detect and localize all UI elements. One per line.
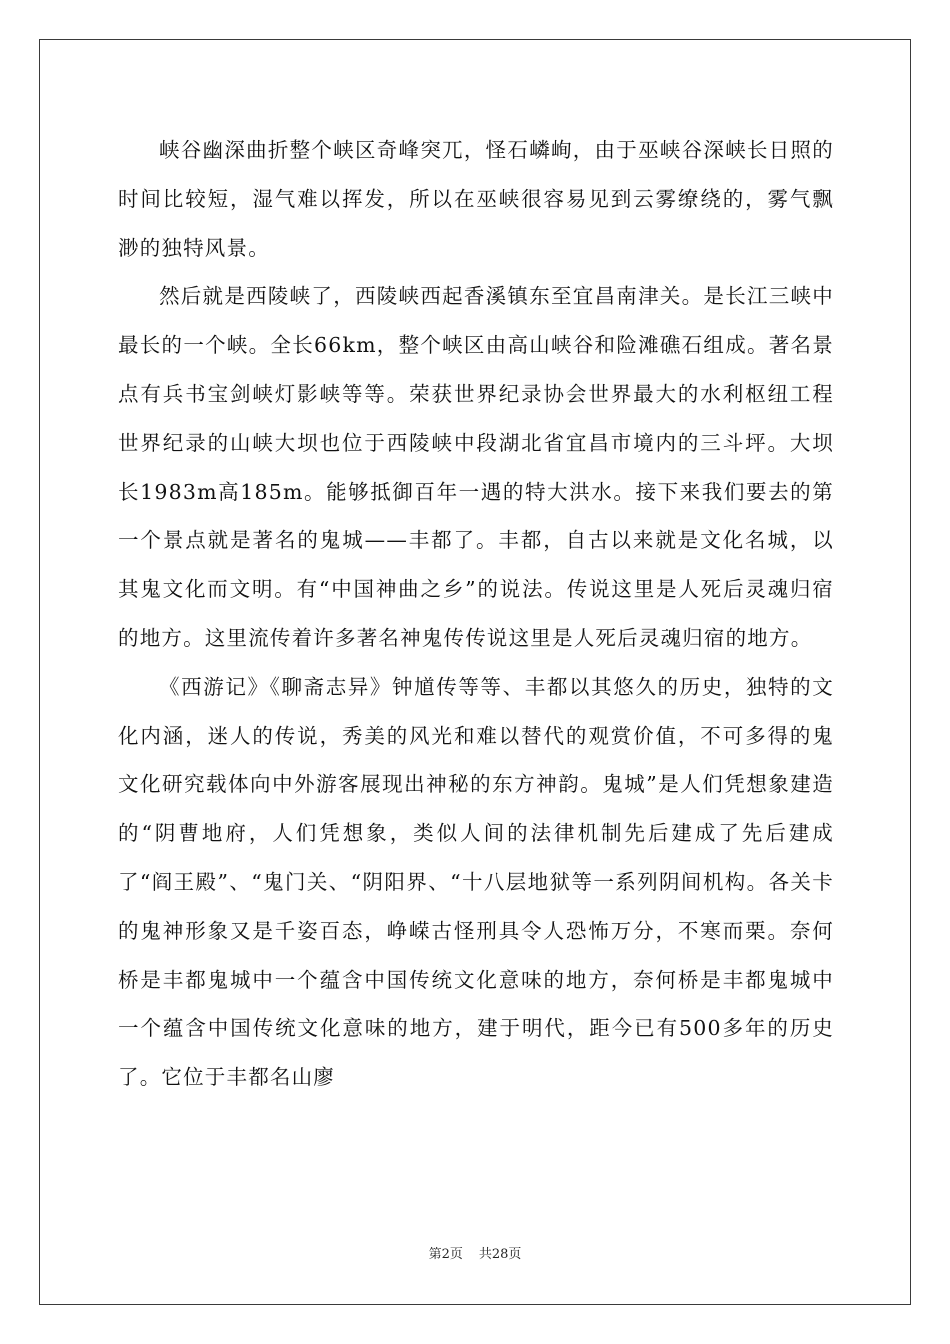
paragraph-1: 峡谷幽深曲折整个峡区奇峰突兀，怪石嶙峋，由于巫峡谷深峡长日照的时间比较短，湿气难以挥发，所以在巫峡很容易见到云雾缭绕的，雾气飘渺的独特风景。 bbox=[118, 138, 834, 260]
page-total: 共28页 bbox=[478, 1247, 522, 1262]
page-footer bbox=[0, 1246, 950, 1264]
document-body bbox=[118, 126, 834, 1102]
paragraph-3: 《西游记》《聊斋志异》钟馗传等等、丰都以其悠久的历史，独特的文化内涵，迷人的传说，秀美的风光和难以替代的观赏价值，不可多得的鬼文化研究载体向中外游客展现出神秘的东方神韵。鬼城”是人们凭想象建造的“阴曹地府，人们凭想象，类似人间的法律机制先后建成了先后建成了“阎王殿”、“鬼门关、“阴阳界、“十八层地狱等一系列阴间机构。各关卡的鬼神形象又是千姿百态，峥嵘古怪刑具令人恐怖万分，不寒而栗。奈何桥是丰都鬼城中一个蕴含中国传统文化意味的地方，奈何桥是丰都鬼城中一个蕴含中国传统文化意味的地方，建于明代，距今已有500多年的历史了。它位于丰都名山廖 bbox=[118, 674, 834, 1090]
page-number: 第2页 bbox=[428, 1247, 463, 1262]
paragraph-2: 然后就是西陵峡了，西陵峡西起香溪镇东至宜昌南津关。是长江三峡中最长的一个峡。全长66km，整个峡区由高山峡谷和险滩礁石组成。著名景点有兵书宝剑峡灯影峡等等。荣获世界纪录协会世界最大的水利枢纽工程世界纪录的山峡大坝也位于西陵峡中段湖北省宜昌市境内的三斗坪。大坝长1983m高185m。能够抵御百年一遇的特大洪水。接下来我们要去的第一个景点就是著名的鬼城——丰都了。丰都，自古以来就是文化名城，以其鬼文化而文明。有“中国神曲之乡”的说法。传说这里是人死后灵魂归宿的地方。这里流传着许多著名神鬼传传说这里是人死后灵魂归宿的地方。 bbox=[118, 284, 834, 650]
